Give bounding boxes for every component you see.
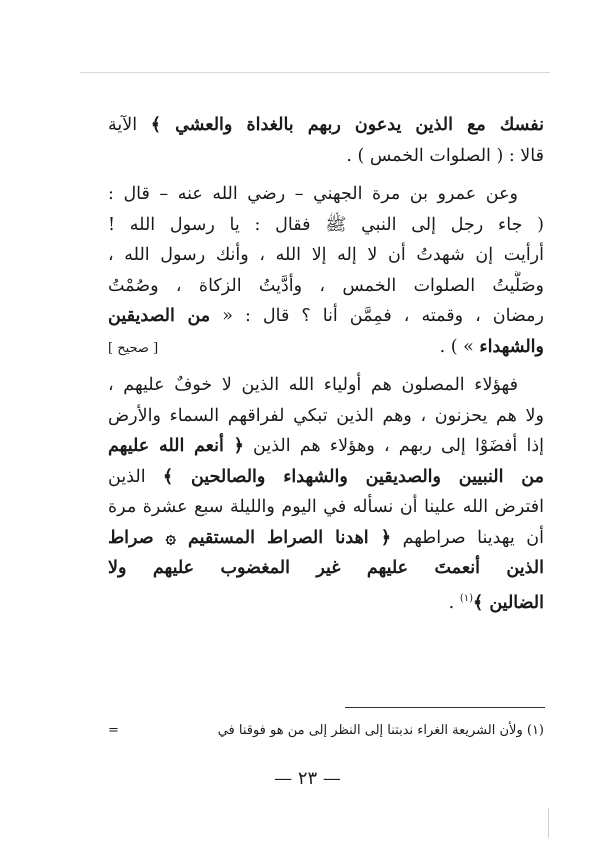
page-number: — ٢٣ —: [274, 768, 341, 789]
footnote-marker: (١): [459, 592, 474, 604]
text-line-1: نفسك مع الذين يدعون ربهم بالغداة والعشي ﴾ الآية: [108, 115, 544, 135]
footnote: [108, 720, 544, 742]
footnote-number: (١): [526, 723, 544, 738]
text-line-16: الضالين ﴾$^{(١)}$ .: [448, 592, 544, 613]
text-line-5: أرأيت إن شهدتُ أن لا إله إلا الله ، وأنك رسول الله ،: [108, 245, 544, 265]
text-line-2: قالا : ( الصلوات الخمس ) .: [346, 145, 544, 166]
text-line-10: ولا هم يحزنون ، وهم الذين تبكي لفراقهم السماء والأرض: [108, 405, 544, 426]
text-line-6: وصَلَّيتُ الصلوات الخمس ، وأدَّيتُ الزكاة ، وصُمْتُ: [108, 275, 544, 296]
hadith-grade: [ صحيح ]: [108, 340, 159, 356]
text-line-14: أن يهدينا صراطهم ﴿ اهدنا الصراط المستقيم ۞ صراط: [108, 527, 544, 548]
hadith-answer: من الصديقين: [108, 306, 211, 326]
quran-quote: ﴿ اهدنا الصراط المستقيم ۞ صراط: [108, 527, 391, 548]
quran-quote: نفسك مع الذين يدعون ربهم بالغداة والعشي ﴾: [150, 115, 544, 135]
footnote-rule: [345, 707, 545, 708]
footnote-continuation: =: [108, 723, 119, 738]
margin-rule: [548, 808, 549, 838]
header-rule: [80, 72, 550, 73]
text-line-4: ( جاء رجل إلى النبي ﷺ فقال : يا رسول الله !: [108, 214, 544, 235]
text-line-13: افترض الله علينا أن نسأله في اليوم والليلة سبع عشرة مرة: [108, 497, 544, 517]
main-text: [108, 110, 544, 614]
text-line-8: والشهداء » ) . [ صحيح ]: [108, 332, 544, 363]
text-line-7: رمضان ، وقمته ، فمِمَّن أنا ؟ قال : « من الصديقين: [108, 306, 544, 326]
text-line-9: فهؤلاء المصلون هم أولياء الله الذين لا خوفٌ عليهم ،: [108, 375, 518, 395]
text-line-11: إذا أفضَوْا إلى ربهم ، وهؤلاء هم الذين ﴿ أنعم الله عليهم: [108, 436, 544, 456]
quran-quote: من النبيين والصديقين والشهداء والصالحين ﴾: [162, 466, 544, 487]
text-line-15: الذين أنعمتَ عليهم غير المغضوب عليهم ولا: [108, 558, 544, 578]
quran-quote: ﴿ أنعم الله عليهم: [108, 436, 244, 456]
text-line-12: من النبيين والصديقين والشهداء والصالحين ﴾ الذين: [108, 466, 544, 487]
text-line-3: وعن عمرو بن مرة الجهني – رضي الله عنه – قال :: [108, 184, 518, 204]
footnote-text: ولأن الشريعة الغراء ندبتنا إلى النظر إلى من هو فوقنا في: [217, 723, 523, 738]
